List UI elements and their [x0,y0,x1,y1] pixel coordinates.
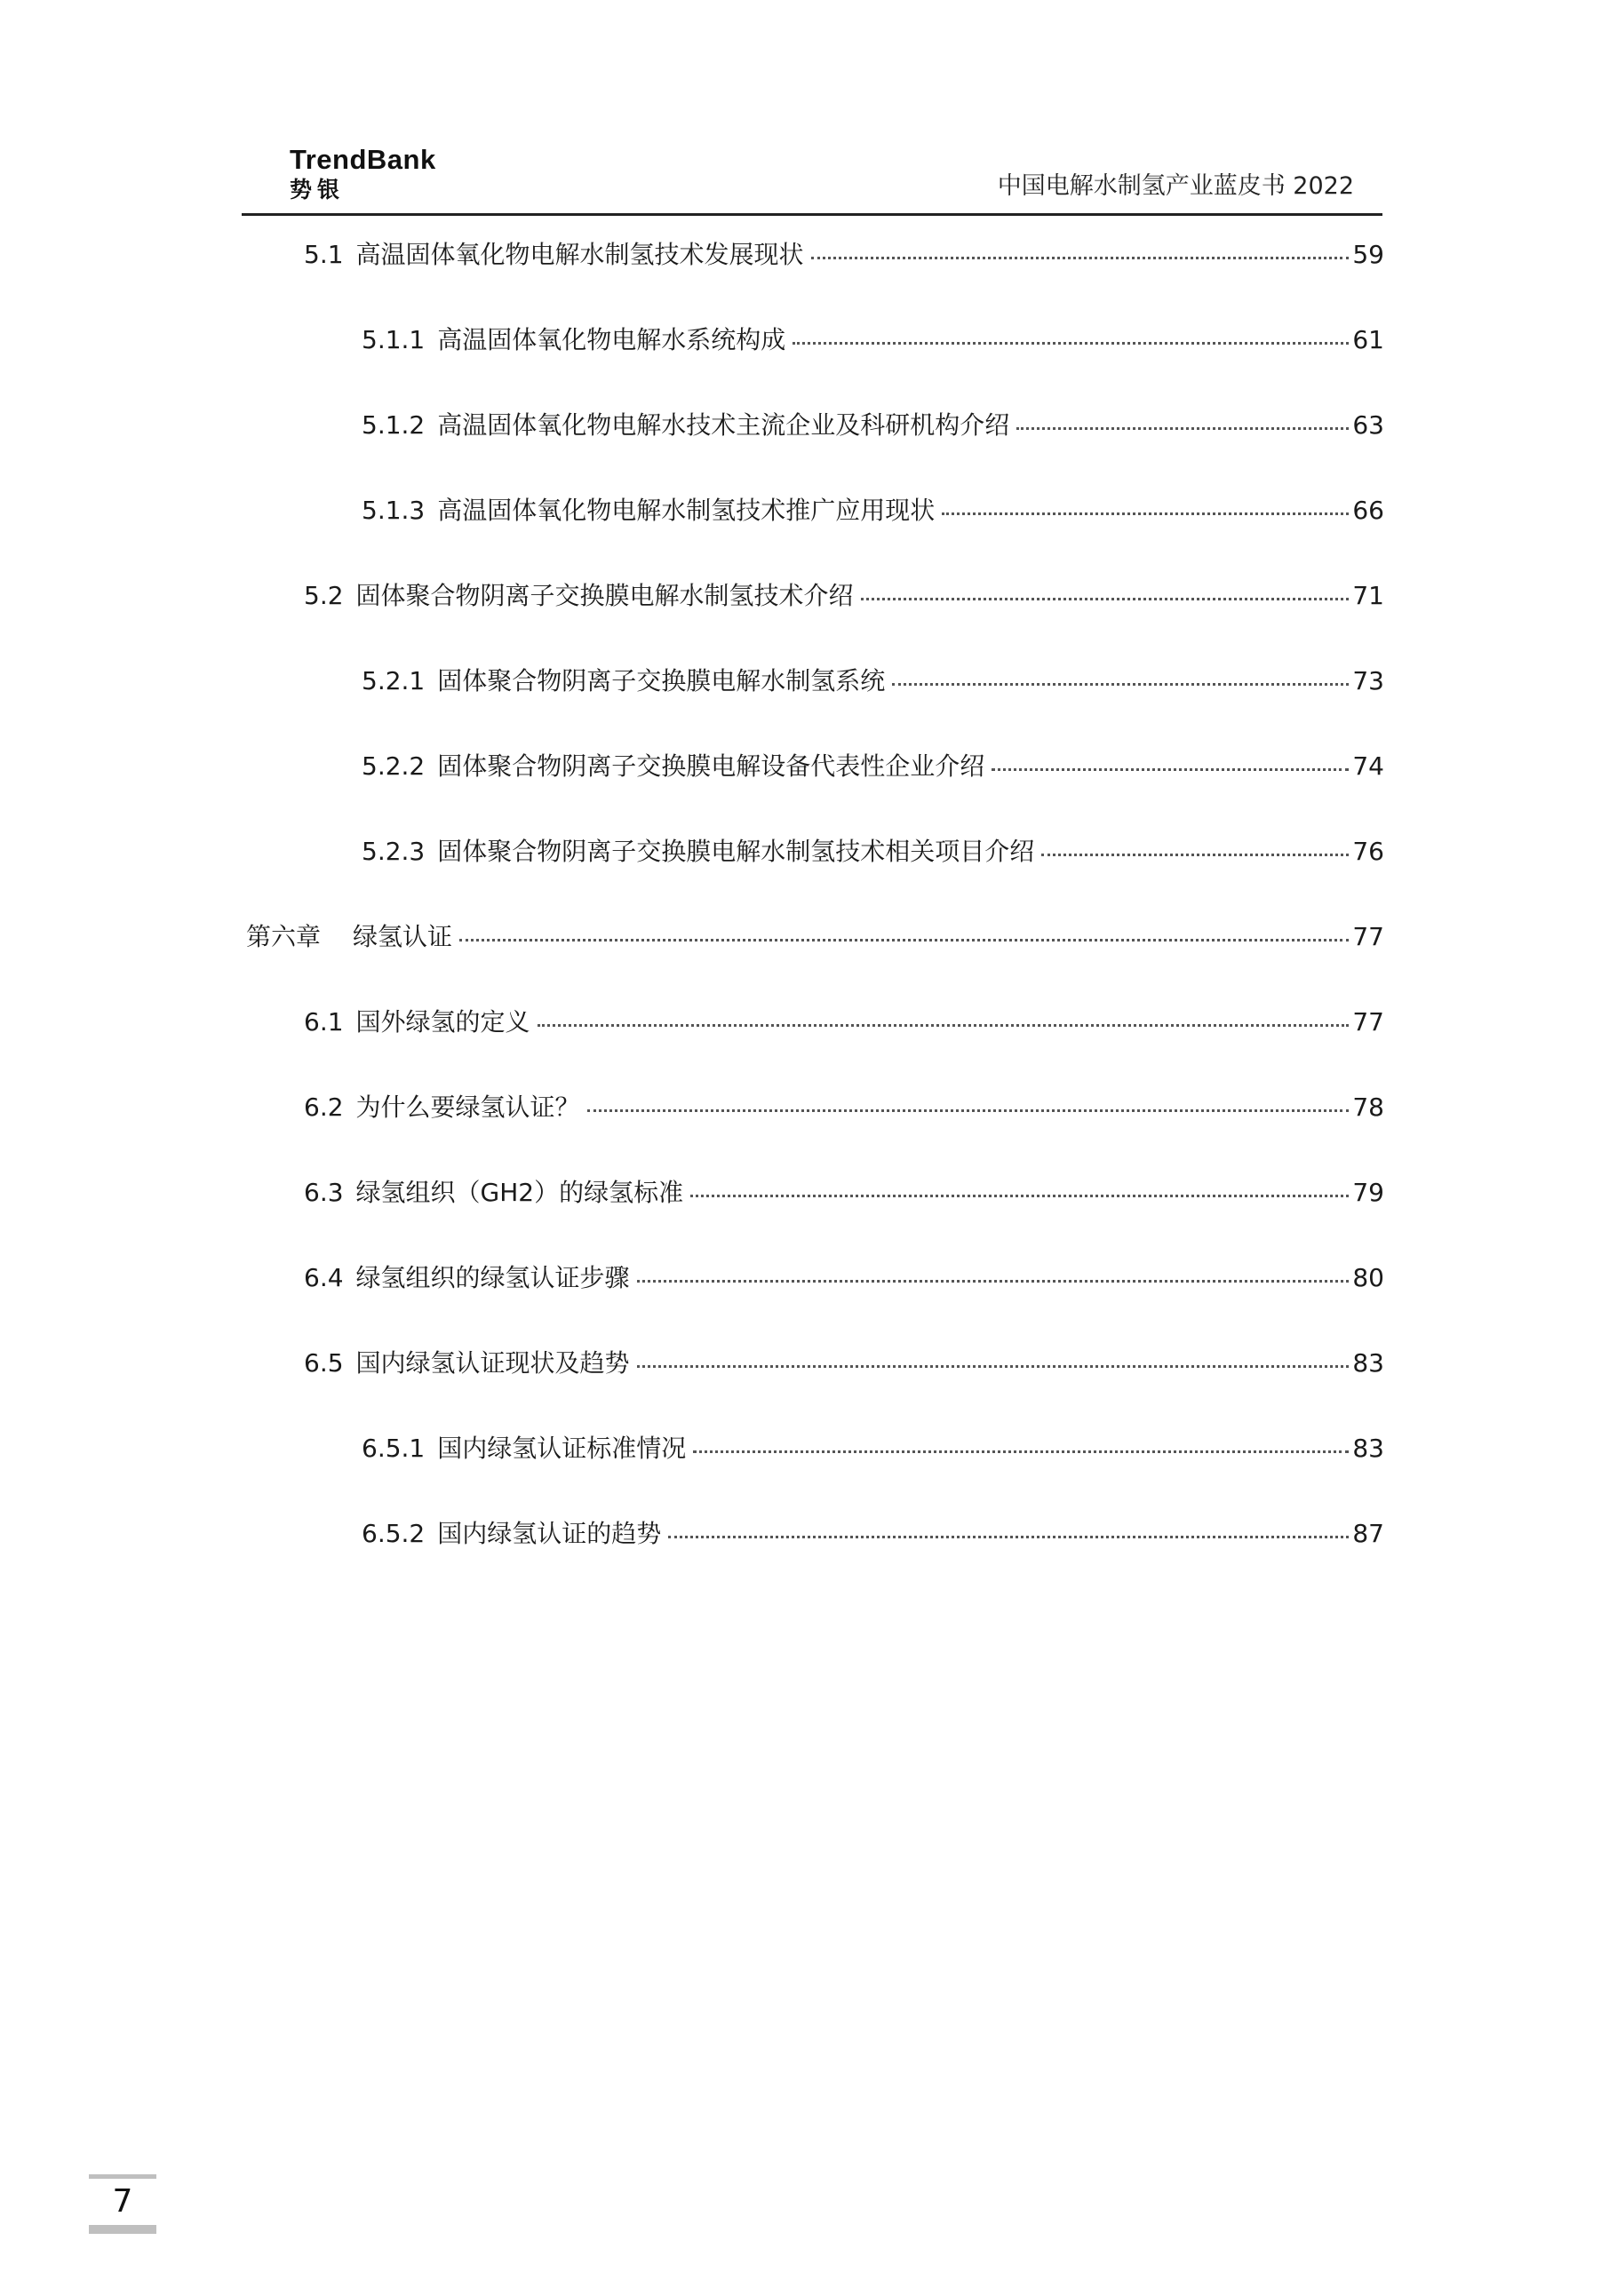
toc-dot-leader [459,939,1349,941]
table-of-contents [242,235,1384,1600]
page-header [242,142,1382,216]
toc-entry-title: 国内绿氢认证标准情况 [437,1434,687,1463]
toc-dot-leader [892,683,1349,686]
toc-entry-title: 为什么要绿氢认证？ [355,1092,580,1122]
toc-entry[interactable] [242,1173,1384,1259]
toc-entry[interactable] [242,747,1384,832]
toc-entry[interactable] [242,832,1384,918]
toc-entry-page: 78 [1352,1092,1384,1122]
toc-entry-title: 绿氢组织（GH2）的绿氢标准 [355,1178,684,1207]
toc-dot-leader [637,1365,1350,1368]
toc-entry-page: 63 [1352,410,1384,440]
toc-entry-number: 5.1 [304,240,344,269]
logo-chinese-text: 势银 [290,177,346,203]
toc-entry-number: 6.4 [304,1263,344,1292]
toc-entry[interactable] [242,576,1384,662]
toc-entry[interactable] [242,1429,1384,1514]
trendbank-logo [290,146,436,201]
toc-dot-leader [992,768,1349,771]
page-number: 7 [112,2183,133,2220]
toc-entry-number: 第六章 [246,922,322,951]
toc-dot-leader [1041,854,1349,856]
toc-dot-leader [690,1195,1349,1197]
toc-entry-title: 固体聚合物阴离子交换膜电解水制氢技术介绍 [355,581,854,610]
toc-entry-number: 5.1.3 [362,496,426,525]
toc-entry-page: 61 [1352,325,1384,354]
footer-divider-top [89,2174,156,2179]
toc-entry-page: 73 [1352,666,1384,695]
toc-entry-number: 6.3 [304,1178,344,1207]
toc-entry-title: 国内绿氢认证的趋势 [437,1519,662,1548]
toc-dot-leader [861,598,1350,600]
toc-entry-page: 79 [1352,1178,1384,1207]
toc-entry-page: 71 [1352,581,1384,610]
toc-entry-number: 6.1 [304,1007,344,1037]
toc-entry-title: 固体聚合物阴离子交换膜电解水制氢技术相关项目介绍 [437,837,1035,866]
toc-dot-leader [811,257,1350,259]
toc-entry-title: 固体聚合物阴离子交换膜电解设备代表性企业介绍 [437,751,985,781]
toc-entry-page: 83 [1352,1348,1384,1378]
toc-entry-number: 6.2 [304,1092,344,1122]
toc-entry-title: 国内绿氢认证现状及趋势 [355,1348,630,1378]
toc-entry-number: 6.5.1 [362,1434,426,1463]
toc-entry[interactable] [242,662,1384,747]
toc-entry-number: 5.2.3 [362,837,426,866]
toc-entry-page: 87 [1352,1519,1384,1548]
toc-entry[interactable] [242,491,1384,576]
toc-entry[interactable] [242,1344,1384,1429]
toc-entry-number: 5.2.2 [362,751,426,781]
toc-entry-page: 83 [1352,1434,1384,1463]
toc-entry-number: 6.5.2 [362,1519,426,1548]
toc-entry-title: 绿氢组织的绿氢认证步骤 [355,1263,630,1292]
toc-entry[interactable] [242,406,1384,491]
toc-dot-leader [693,1450,1349,1453]
toc-dot-leader [942,512,1349,515]
toc-entry-page: 66 [1352,496,1384,525]
toc-entry[interactable] [242,235,1384,321]
toc-entry[interactable] [242,918,1384,1003]
toc-entry-number: 5.2.1 [362,666,426,695]
toc-entry[interactable] [242,1088,1384,1173]
book-title: 中国电解水制氢产业蓝皮书 2022 [997,172,1354,200]
toc-entry-number: 5.1.1 [362,325,426,354]
toc-entry[interactable] [242,1259,1384,1344]
toc-entry[interactable] [242,1003,1384,1088]
toc-entry-title: 高温固体氧化物电解水系统构成 [437,325,786,354]
toc-entry[interactable] [242,321,1384,406]
logo-text: TrendBank [290,144,436,175]
toc-dot-leader [668,1536,1349,1538]
toc-dot-leader [1016,427,1349,430]
toc-entry-number: 6.5 [304,1348,344,1378]
toc-entry-number: 5.2 [304,581,344,610]
toc-entry-page: 80 [1352,1263,1384,1292]
toc-entry-page: 77 [1352,1007,1384,1037]
toc-entry-title: 高温固体氧化物电解水技术主流企业及科研机构介绍 [437,410,1010,440]
toc-dot-leader [587,1109,1350,1112]
toc-entry-title: 绿氢认证 [353,922,453,951]
toc-entry-page: 76 [1352,837,1384,866]
toc-entry-title: 高温固体氧化物电解水制氢技术发展现状 [355,240,804,269]
toc-entry-page: 74 [1352,751,1384,781]
toc-entry-title: 高温固体氧化物电解水制氢技术推广应用现状 [437,496,936,525]
toc-entry-title: 固体聚合物阴离子交换膜电解水制氢系统 [437,666,886,695]
footer-divider-bottom [89,2225,156,2234]
toc-dot-leader [793,342,1349,345]
toc-entry-title: 国外绿氢的定义 [355,1007,530,1037]
toc-entry-number: 5.1.2 [362,410,426,440]
toc-dot-leader [538,1024,1350,1027]
toc-entry-page: 59 [1352,240,1384,269]
toc-entry-page: 77 [1352,922,1384,951]
toc-entry[interactable] [242,1514,1384,1600]
toc-dot-leader [637,1280,1350,1283]
